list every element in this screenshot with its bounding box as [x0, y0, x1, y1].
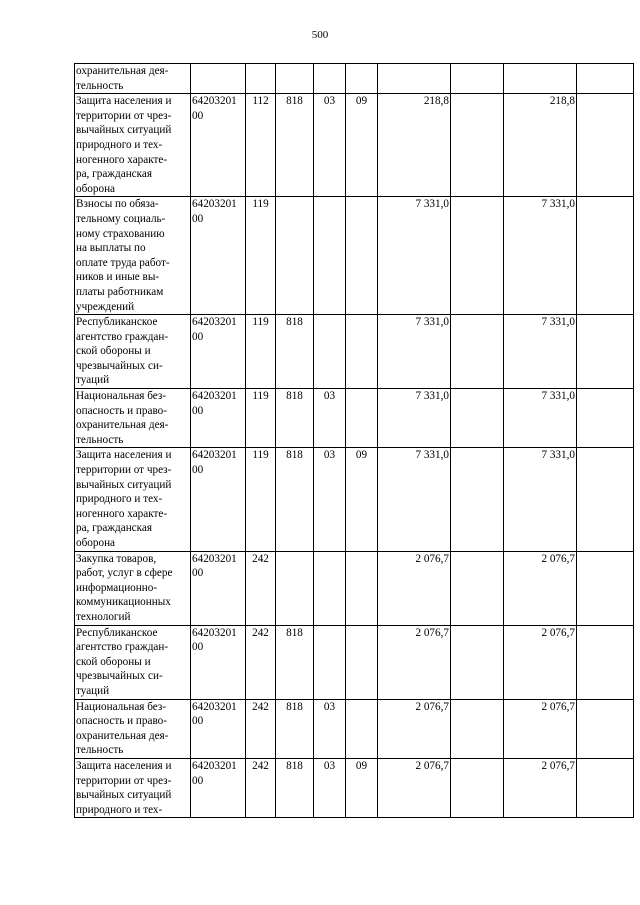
text-line: коммуникационных [76, 596, 171, 609]
text-line: ному страхованию [76, 227, 165, 240]
text-line: информационно- [76, 581, 158, 594]
text-line: Республиканское [76, 626, 158, 639]
text-line: природного и тех- [76, 803, 163, 816]
target-article-code-cell [191, 551, 246, 625]
item-name-cell [75, 94, 191, 197]
text-line: территории от чрез- [76, 464, 172, 477]
amount-cell [504, 197, 577, 315]
text-line: чрезвычайных си- [76, 670, 163, 683]
empty-amount-cell [451, 699, 504, 758]
text-line: ногенного характе- [76, 507, 168, 520]
text-line: 64203201 [192, 626, 237, 639]
empty-amount-cell [451, 197, 504, 315]
text-line: тельность [76, 744, 124, 757]
expense-type-code-cell [246, 197, 276, 315]
text-line: охранительная дея- [76, 419, 169, 432]
text-line: Взносы по обяза- [76, 198, 159, 211]
amount-total-cell [378, 448, 451, 551]
cell-value: 119 [252, 198, 269, 211]
page-number: 500 [311, 29, 329, 41]
cell-value: 818 [286, 626, 303, 639]
administrator-code-cell [276, 315, 314, 389]
subsection-code-cell [346, 197, 378, 315]
text-line: 00 [192, 109, 204, 122]
administrator-code-cell [276, 551, 314, 625]
cell-value: 218,8 [549, 95, 575, 108]
item-name-cell [75, 389, 191, 448]
empty-amount-cell [577, 699, 634, 758]
item-name-cell [75, 551, 191, 625]
administrator-code-cell [276, 197, 314, 315]
text-line: тельному социаль- [76, 212, 166, 225]
text-line: оборона [76, 182, 116, 195]
text-line: вычайных ситуаций [76, 789, 172, 802]
text-line: оплате труда работ- [76, 256, 170, 269]
cell-value: 2 076,7 [541, 700, 575, 713]
section-code-cell [314, 758, 346, 817]
budget-table [74, 63, 634, 818]
item-name-cell [75, 448, 191, 551]
amount-total-cell [378, 699, 451, 758]
amount-total-cell [378, 197, 451, 315]
text-line: чрезвычайных си- [76, 359, 163, 372]
cell-value: 2 076,7 [415, 552, 449, 565]
amount-total-cell [378, 315, 451, 389]
administrator-code-cell [276, 389, 314, 448]
empty-amount-cell [451, 551, 504, 625]
target-article-code-cell [191, 197, 246, 315]
text-line: вычайных ситуаций [76, 478, 172, 491]
text-line: ской обороны и [76, 345, 151, 358]
cell-value: 09 [355, 95, 368, 108]
amount-total-cell [378, 758, 451, 817]
text-line: туаций [76, 374, 110, 387]
item-name-cell [75, 758, 191, 817]
empty-amount-cell [577, 315, 634, 389]
empty-amount-cell [451, 448, 504, 551]
text-line: на выплаты по [76, 242, 146, 255]
cell-value: 242 [252, 552, 269, 565]
table-row [75, 64, 634, 94]
section-code-cell [314, 389, 346, 448]
text-line: 00 [192, 567, 204, 580]
cell-value: 7 331,0 [415, 449, 449, 462]
cell-value: 119 [252, 390, 269, 403]
expense-type-code-cell [246, 448, 276, 551]
text-line: тельность [76, 79, 124, 92]
empty-amount-cell [577, 197, 634, 315]
empty-amount-cell [451, 758, 504, 817]
cell-value: 818 [286, 95, 303, 108]
text-line: Республиканское [76, 316, 158, 329]
cell-value: 7 331,0 [415, 316, 449, 329]
text-line: 64203201 [192, 390, 237, 403]
text-line: агентство граждан- [76, 330, 169, 343]
table-row [75, 699, 634, 758]
section-code-cell [314, 64, 346, 94]
text-line: 00 [192, 464, 204, 477]
text-line: 64203201 [192, 95, 237, 108]
empty-amount-cell [451, 625, 504, 699]
text-line: платы работникам [76, 285, 164, 298]
amount-total-cell [378, 551, 451, 625]
text-line: ра, гражданская [76, 168, 153, 181]
amount-cell [504, 315, 577, 389]
section-code-cell [314, 551, 346, 625]
section-code-cell [314, 197, 346, 315]
cell-value: 242 [252, 700, 269, 713]
amount-cell [504, 625, 577, 699]
cell-value: 03 [323, 759, 336, 772]
text-line: природного и тех- [76, 493, 163, 506]
text-line: охранительная дея- [76, 729, 169, 742]
text-line: опасность и право- [76, 715, 167, 728]
cell-value: 09 [355, 759, 368, 772]
table-row [75, 625, 634, 699]
text-line: Защита населения и [76, 759, 172, 772]
amount-cell [504, 448, 577, 551]
cell-value: 119 [252, 316, 269, 329]
target-article-code-cell [191, 625, 246, 699]
target-article-code-cell [191, 758, 246, 817]
section-code-cell [314, 448, 346, 551]
amount-total-cell [378, 64, 451, 94]
cell-value: 242 [252, 626, 269, 639]
subsection-code-cell [346, 389, 378, 448]
target-article-code-cell [191, 94, 246, 197]
table-row [75, 94, 634, 197]
cell-value: 7 331,0 [541, 316, 575, 329]
cell-value: 7 331,0 [541, 198, 575, 211]
expense-type-code-cell [246, 699, 276, 758]
expense-type-code-cell [246, 94, 276, 197]
amount-total-cell [378, 94, 451, 197]
amount-cell [504, 758, 577, 817]
empty-amount-cell [577, 625, 634, 699]
table-row [75, 197, 634, 315]
cell-value: 818 [286, 759, 303, 772]
expense-type-code-cell [246, 315, 276, 389]
cell-value: 09 [355, 449, 368, 462]
cell-value: 818 [286, 700, 303, 713]
cell-value: 2 076,7 [415, 700, 449, 713]
table-row [75, 758, 634, 817]
target-article-code-cell [191, 315, 246, 389]
text-line: вычайных ситуаций [76, 124, 172, 137]
text-line: территории от чрез- [76, 109, 172, 122]
cell-value: 818 [286, 390, 303, 403]
budget-table-body [75, 64, 634, 818]
text-line: Защита населения и [76, 95, 172, 108]
amount-cell [504, 699, 577, 758]
subsection-code-cell [346, 758, 378, 817]
cell-value: 2 076,7 [541, 552, 575, 565]
cell-value: 7 331,0 [415, 198, 449, 211]
subsection-code-cell [346, 94, 378, 197]
cell-value: 7 331,0 [541, 449, 575, 462]
text-line: 00 [192, 212, 204, 225]
empty-amount-cell [451, 389, 504, 448]
cell-value: 03 [323, 700, 336, 713]
empty-amount-cell [577, 551, 634, 625]
administrator-code-cell [276, 699, 314, 758]
text-line: природного и тех- [76, 138, 163, 151]
text-line: охранительная дея- [76, 65, 169, 77]
table-row [75, 315, 634, 389]
text-line: 64203201 [192, 198, 237, 211]
expense-type-code-cell [246, 625, 276, 699]
text-line: 64203201 [192, 700, 237, 713]
subsection-code-cell [346, 699, 378, 758]
cell-value: 818 [286, 316, 303, 329]
cell-value: 218,8 [423, 95, 449, 108]
text-line: 00 [192, 330, 204, 343]
section-code-cell [314, 625, 346, 699]
text-line: оборона [76, 537, 116, 549]
text-line: туаций [76, 684, 110, 697]
text-line: тельность [76, 433, 124, 446]
text-line: Защита населения и [76, 449, 172, 462]
section-code-cell [314, 699, 346, 758]
table-row [75, 448, 634, 551]
expense-type-code-cell [246, 389, 276, 448]
empty-amount-cell [577, 94, 634, 197]
target-article-code-cell [191, 448, 246, 551]
empty-amount-cell [577, 448, 634, 551]
text-line: технологий [76, 610, 131, 623]
cell-value: 03 [323, 390, 336, 403]
cell-value: 03 [323, 95, 336, 108]
administrator-code-cell [276, 448, 314, 551]
subsection-code-cell [346, 448, 378, 551]
target-article-code-cell [191, 64, 246, 94]
subsection-code-cell [346, 625, 378, 699]
subsection-code-cell [346, 315, 378, 389]
item-name-cell [75, 64, 191, 94]
cell-value: 2 076,7 [415, 759, 449, 772]
text-line: 00 [192, 715, 204, 728]
amount-cell [504, 389, 577, 448]
text-line: опасность и право- [76, 404, 167, 417]
amount-cell [504, 94, 577, 197]
item-name-cell [75, 625, 191, 699]
cell-value: 03 [323, 449, 336, 462]
text-line: Закупка товаров, [76, 552, 157, 565]
text-line: ской обороны и [76, 655, 151, 668]
text-line: учреждений [76, 300, 135, 313]
cell-value: 7 331,0 [541, 390, 575, 403]
empty-amount-cell [577, 389, 634, 448]
text-line: агентство граждан- [76, 641, 169, 654]
empty-amount-cell [577, 64, 634, 94]
expense-type-code-cell [246, 551, 276, 625]
table-row [75, 389, 634, 448]
text-line: территории от чрез- [76, 774, 172, 787]
section-code-cell [314, 94, 346, 197]
amount-cell [504, 551, 577, 625]
administrator-code-cell [276, 625, 314, 699]
text-line: 00 [192, 641, 204, 654]
cell-value: 119 [252, 449, 269, 462]
section-code-cell [314, 315, 346, 389]
amount-total-cell [378, 389, 451, 448]
administrator-code-cell [276, 758, 314, 817]
text-line: Национальная без- [76, 390, 167, 403]
text-line: работ, услуг в сфере [76, 567, 173, 580]
empty-amount-cell [451, 94, 504, 197]
administrator-code-cell [276, 64, 314, 94]
text-line: 64203201 [192, 449, 237, 462]
item-name-cell [75, 315, 191, 389]
item-name-cell [75, 197, 191, 315]
text-line: Национальная без- [76, 700, 167, 713]
empty-amount-cell [451, 315, 504, 389]
empty-amount-cell [577, 758, 634, 817]
table-row [75, 551, 634, 625]
administrator-code-cell [276, 94, 314, 197]
expense-type-code-cell [246, 64, 276, 94]
text-line: 64203201 [192, 316, 237, 329]
empty-amount-cell [451, 64, 504, 94]
text-line: 00 [192, 404, 204, 417]
cell-value: 242 [252, 759, 269, 772]
cell-value: 2 076,7 [541, 759, 575, 772]
target-article-code-cell [191, 389, 246, 448]
item-name-cell [75, 699, 191, 758]
target-article-code-cell [191, 699, 246, 758]
text-line: ников и иные вы- [76, 271, 160, 284]
amount-cell [504, 64, 577, 94]
amount-total-cell [378, 625, 451, 699]
cell-value: 2 076,7 [415, 626, 449, 639]
text-line: ра, гражданская [76, 522, 153, 535]
cell-value: 818 [286, 449, 303, 462]
cell-value: 112 [252, 95, 269, 108]
text-line: 00 [192, 774, 204, 787]
subsection-code-cell [346, 64, 378, 94]
text-line: ногенного характе- [76, 153, 168, 166]
subsection-code-cell [346, 551, 378, 625]
text-line: 64203201 [192, 759, 237, 772]
expense-type-code-cell [246, 758, 276, 817]
cell-value: 2 076,7 [541, 626, 575, 639]
cell-value: 7 331,0 [415, 390, 449, 403]
text-line: 64203201 [192, 552, 237, 565]
